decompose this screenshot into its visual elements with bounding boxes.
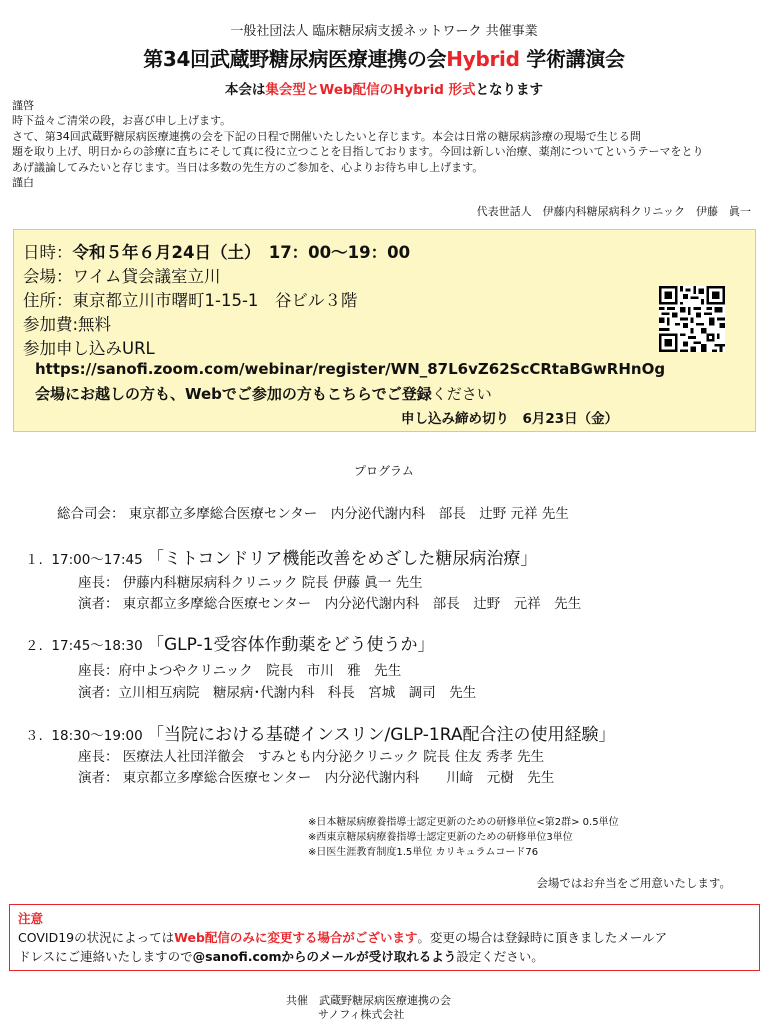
registration-deadline: 申し込み締め切り 6月23日（金） — [401, 411, 619, 427]
co-host: 共催 武蔵野糖尿病医療連携の会 — [286, 994, 451, 1007]
caution-line — [18, 928, 751, 947]
credit-note: ※西東京糖尿病療養指導士認定更新のための研修単位3単位 — [308, 832, 573, 843]
session-speaker: 演者： 東京都立多摩総合医療センター 内分泌代謝内科 部長 辻野 元祥 先生 — [78, 596, 582, 612]
session-number: １. — [25, 552, 43, 568]
session-heading — [25, 720, 615, 745]
bento-note: 会場ではお弁当をご用意いたします。 — [536, 876, 731, 890]
title-suffix: 学術講演会 — [519, 47, 625, 71]
session-chair: 座長： 伊藤内科糖尿病科クリニック 院長 伊藤 眞一 先生 — [78, 575, 423, 591]
greeting-text — [12, 98, 703, 190]
event-info-box — [13, 229, 756, 432]
session-heading — [25, 630, 434, 655]
credit-note: ※日医生涯教育制度1.5単位 カリキュラムコード76 — [308, 847, 539, 858]
greeting-line: あげ議論してみたいと存じます。当日は多数の先生方のご参加を、心よりお待ち申し上げます。 — [12, 160, 484, 174]
session-speaker: 演者： 東京都立多摩総合医療センター 内分泌代謝内科 川﨑 元樹 先生 — [78, 770, 555, 786]
session-chair: 座長：府中よつやクリニック 院長 市川 雅 先生 — [78, 663, 402, 679]
greeting-line: 時下益々ご清栄の段，お喜び申し上げます。 — [12, 114, 232, 128]
session-chair: 座長： 医療法人社団洋徹会 すみとも内分泌クリニック 院長 住友 秀孝 先生 — [78, 749, 545, 765]
event-address: 住所：東京都立川市曙町1-15-1 谷ビル３階 — [23, 291, 358, 310]
session-time: 17:45～18:30 — [51, 638, 143, 654]
event-fee: 参加費:無料 — [23, 315, 112, 334]
session-number: ２. — [25, 638, 43, 654]
event-date — [23, 239, 410, 263]
registration-note — [35, 383, 492, 404]
caution-text: 設定ください。 — [456, 949, 544, 964]
general-moderator: 総合司会： 東京都立多摩総合医療センター 内分泌代謝内科 部長 辻野 元祥 先生 — [57, 506, 569, 522]
representative: 代表世話人 伊藤内科糖尿病科クリニック 伊藤 眞一 — [476, 205, 751, 218]
subtitle-post: となります — [475, 82, 544, 98]
greeting-line: さて、第34回武蔵野糖尿病医療連携の会を下記の日程で開催いたしたいと存じます。本会は日常の糖尿病診療の現場で生じる問 — [12, 129, 641, 143]
title-hybrid: Hybrid — [446, 47, 520, 71]
registration-url-link[interactable]: https://sanofi.zoom.com/webinar/register/WN_87L6vZ62ScCRtaBGwRHnOg — [35, 360, 666, 378]
greeting-line: 謹白 — [12, 176, 34, 190]
program-title: プログラム — [354, 464, 414, 478]
session-time: 17:00～17:45 — [51, 552, 143, 568]
credit-notes — [308, 815, 619, 860]
title-main: 第34回武蔵野糖尿病医療連携の会 — [143, 47, 447, 71]
registration-url-label: 参加申し込みURL — [23, 339, 155, 358]
caution-box — [9, 904, 760, 971]
session-title: 「GLP-1受容体作動薬をどう使うか」 — [147, 635, 435, 655]
event-subtitle — [0, 78, 768, 98]
co-hosts — [286, 994, 451, 1022]
date-label: 日時： — [23, 243, 73, 262]
greeting-line: 謹啓 — [12, 99, 34, 112]
caution-line — [18, 947, 751, 966]
caution-emphasis: Web配信のみに変更する場合がございます — [174, 930, 418, 945]
organizer-line: 一般社団法人 臨床糖尿病支援ネットワーク 共催事業 — [230, 24, 538, 39]
session-heading — [25, 544, 537, 569]
greeting-line: 題を取り上げ、明日からの診療に直ちにそして真に役に立つことを目指しております。今回は新しい治療、薬剤についてというテーマをとり — [12, 145, 704, 159]
caution-text: ドレスにご連絡いたしますので — [18, 949, 193, 964]
event-venue: 会場：ワイム貸会議室立川 — [23, 267, 221, 286]
session-speaker: 演者：立川相互病院 糖尿病･代謝内科 科長 宮城 調司 先生 — [78, 685, 477, 701]
registration-note-normal: ください — [431, 385, 492, 403]
credit-note: ※日本糖尿病療養指導士認定更新のための研修単位<第2群> 0.5単位 — [308, 817, 619, 828]
date-value: 令和５年６月24日（土） 17：00～19：00 — [72, 243, 411, 262]
session-time: 18:30～19:00 — [51, 728, 143, 744]
caution-text: 。変更の場合は登録時に頂きましたメールア — [417, 930, 668, 945]
caution-email-note: @sanofi.comからのメールが受け取れるよう — [192, 949, 457, 964]
qr-code-icon[interactable] — [659, 286, 725, 352]
event-title — [0, 43, 768, 72]
caution-heading: 注意 — [18, 911, 44, 926]
caution-text: COVID19の状況によっては — [18, 930, 175, 945]
subtitle-format: 集会型とWeb配信のHybrid 形式 — [265, 82, 476, 98]
co-host: サノフィ株式会社 — [318, 1008, 405, 1021]
subtitle-pre: 本会は — [224, 82, 266, 98]
session-title: 「当院における基礎インスリン/GLP-1RA配合注の使用経験」 — [147, 725, 616, 745]
session-number: ３. — [25, 728, 43, 744]
session-title: 「ミトコンドリア機能改善をめざした糖尿病治療」 — [147, 549, 538, 569]
registration-note-bold: 会場にお越しの方も、Webでご参加の方もこちらでご登録 — [35, 385, 432, 403]
